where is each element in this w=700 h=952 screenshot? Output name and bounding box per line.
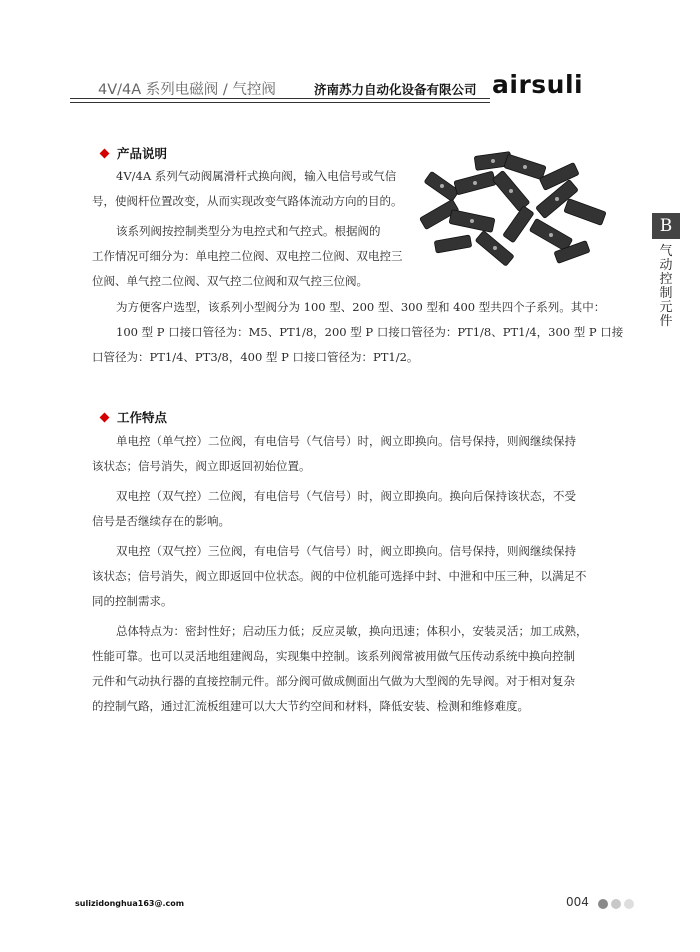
paragraph-intro: [92, 164, 402, 214]
section-heading-product-description: [100, 145, 167, 161]
paragraph-line: 元件和气动执行器的直接控制元件。部分阀可做成侧面出气做为大型阀的先导阀。对于相对复杂: [92, 674, 575, 688]
paragraph-line: 位阀、单气控二位阀、双气控二位阀和双气控三位阀。: [92, 274, 368, 288]
page-dot-icon: [624, 899, 634, 909]
section-title: 工作特点: [117, 410, 168, 425]
paragraph-line: 该状态；信号消失，阀立即返回初始位置。: [92, 459, 311, 473]
product-photo-valves: [405, 150, 615, 270]
brand-logo-text: airsuli: [492, 70, 584, 99]
diamond-bullet-icon: [100, 148, 110, 158]
section-heading-working-features: [100, 409, 167, 425]
paragraph-line: 性能可靠。也可以灵活地组建阀岛，实现集中控制。该系列阀常被用做气压传动系统中换向控制: [92, 649, 575, 663]
paragraph-line: 双电控（双气控）三位阀，有电信号（气信号）时，阀立即换向。信号保持，则阀继续保持: [116, 544, 576, 558]
paragraph-line: 该状态；信号消失，阀立即返回中位状态。阀的中位机能可选择中封、中泄和中压三种，以满足不: [92, 569, 587, 583]
paragraph-line: 口管径为：PT1/4、PT3/8，400 型 P 口接口管径为：PT1/2。: [92, 350, 419, 364]
header-rule-bottom: [70, 102, 490, 103]
page-dot-icon: [598, 899, 608, 909]
paragraph-line: 单电控（单气控）二位阀，有电信号（气信号）时，阀立即换向。信号保持，则阀继续保持: [116, 434, 576, 448]
chapter-tab-label: 气动控制元件: [659, 244, 673, 329]
paragraph-general-features: [92, 619, 632, 719]
company-name: 济南苏力自动化设备有限公司: [314, 82, 477, 97]
header-rule-top: [70, 98, 490, 99]
paragraph-line: 工作情况可细分为：单电控二位阀、双电控二位阀、双电控三: [92, 249, 403, 263]
diamond-bullet-icon: [100, 412, 110, 422]
paragraph-double-control-three-position: [92, 539, 632, 614]
paragraph-line: 的控制气路，通过汇流板组建可以大大节约空间和材料，降低安装、检测和维修难度。: [92, 699, 529, 713]
paragraph-control-types: [92, 219, 402, 294]
paragraph-line: 为方便客户选型，该系列小型阀分为 100 型、200 型、300 型和 400 型共四个子系列。其中：: [116, 300, 606, 314]
paragraph-line: 同的控制需求。: [92, 594, 173, 608]
page-dot-icon: [611, 899, 621, 909]
section-title: 产品说明: [117, 146, 168, 161]
paragraph-line: 总体特点为：密封性好；启动压力低；反应灵敏，换向迅速；体积小，安装灵活；加工成熟，: [116, 624, 588, 638]
paragraph-line: 号，使阀杆位置改变，从而实现改变气路体流动方向的目的。: [92, 194, 403, 208]
document-series-title: 4V/4A 系列电磁阀 / 气控阀: [98, 82, 276, 98]
paragraph-line: 双电控（双气控）二位阀，有电信号（气信号）时，阀立即换向。换向后保持该状态，不受: [116, 489, 576, 503]
paragraph-line: 4V/4A 系列气动阀属滑杆式换向阀，输入电信号或气信: [116, 169, 397, 183]
page-number: 004: [566, 895, 589, 909]
paragraph-model-sizes: [92, 295, 632, 370]
paragraph-single-control: [92, 429, 632, 479]
paragraph-double-control-two-position: [92, 484, 632, 534]
paragraph-line: 100 型 P 口接口管径为：M5、PT1/8，200 型 P 口接口管径为：PT1/8、PT1/4，300 型 P 口接: [116, 325, 624, 339]
chapter-tab-letter: B: [652, 213, 680, 239]
paragraph-line: 信号是否继续存在的影响。: [92, 514, 230, 528]
paragraph-line: 该系列阀按控制类型分为电控式和气控式。根据阀的: [116, 224, 381, 238]
footer-email: sulizidonghua163@.com: [75, 899, 185, 908]
